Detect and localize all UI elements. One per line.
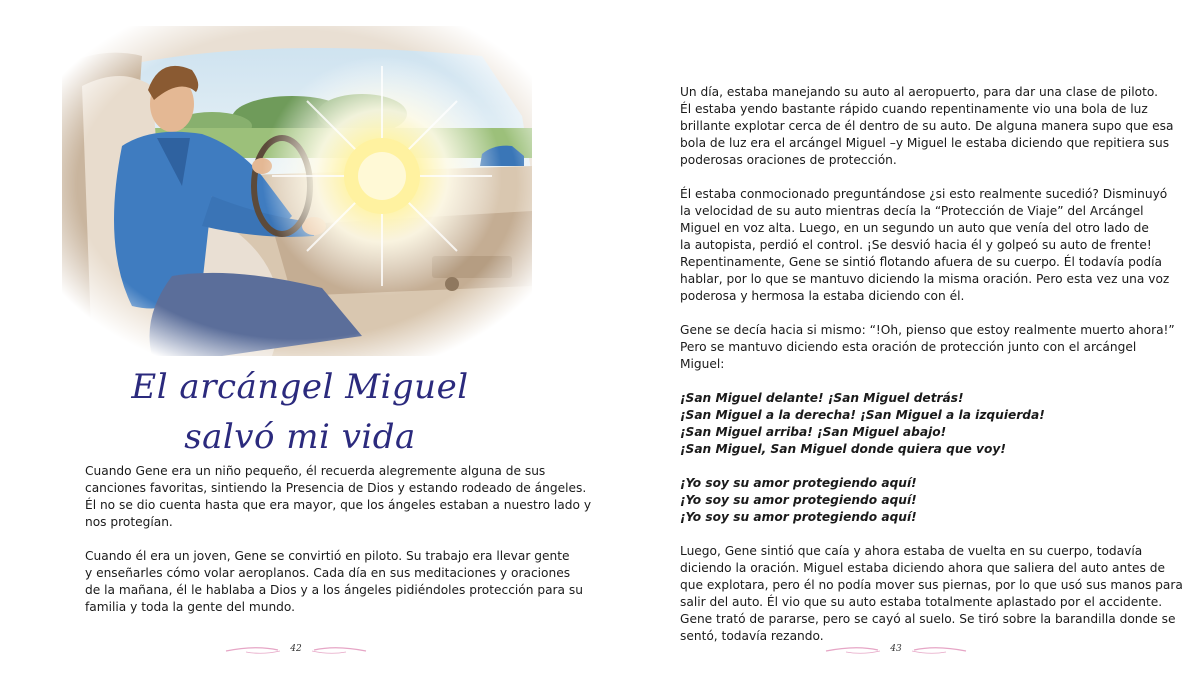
prayer-verse-2 — [680, 475, 1130, 526]
page-number-ornament — [196, 641, 396, 659]
text-line: Cuando él era un joven, Gene se convirtió en piloto. Su trabajo era llevar gente — [85, 549, 570, 563]
page-number: 42 — [290, 644, 302, 654]
text-line: Luego, Gene sintió que caía y ahora estaba de vuelta en su cuerpo, todavía — [680, 544, 1143, 558]
paragraph — [85, 463, 592, 531]
paragraph — [85, 548, 583, 616]
text-line: sentó, todavía rezando. — [680, 629, 824, 643]
text-line: familia y toda la gente del mundo. — [85, 600, 296, 614]
text-line: y enseñarles cómo volar aeroplanos. Cada día en sus meditaciones y oraciones — [85, 566, 571, 580]
right-page — [596, 0, 1191, 680]
prayer-line: ¡San Miguel, San Miguel donde quiera que voy! — [680, 442, 1006, 456]
text-line: Cuando Gene era un niño pequeño, él recuerda alegremente alguna de sus — [85, 464, 546, 478]
text-line: Un día, estaba manejando su auto al aeropuerto, para dar una clase de piloto. — [680, 85, 1159, 99]
text-line: Repentinamente, Gene se sintió flotando afuera de su cuerpo. Él todavía podía — [680, 255, 1162, 269]
text-line: la velocidad de su auto mientras decía la “Protección de Viaje” del Arcángel — [680, 204, 1144, 218]
text-line: Miguel en voz alta. Luego, en un segundo un auto que venía del otro lado de — [680, 221, 1149, 235]
paragraph — [680, 322, 1175, 373]
prayer-line: ¡Yo soy su amor protegiendo aquí! — [680, 493, 917, 507]
prayer-verse-1 — [680, 390, 1130, 458]
text-line: Él estaba yendo bastante rápido cuando repentinamente vio una bola de luz — [680, 102, 1148, 116]
paragraph — [680, 543, 1183, 645]
prayer-line: ¡Yo soy su amor protegiendo aquí! — [680, 510, 917, 524]
title-line-2: salvó mi vida — [184, 417, 416, 457]
text-line: nos protegían. — [85, 515, 173, 529]
text-line: poderosas oraciones de protección. — [680, 153, 897, 167]
text-line: canciones favoritas, sintiendo la Presencia de Dios y estando rodeado de ángeles. — [85, 481, 587, 495]
text-line: la autopista, perdió el control. ¡Se desvió hacia él y golpeó su auto de frente! — [680, 238, 1152, 252]
text-line: salir del auto. Él vio que su auto estaba totalmente aplastado por el accidente. — [680, 595, 1163, 609]
page-number: 43 — [890, 644, 902, 654]
prayer-line: ¡Yo soy su amor protegiendo aquí! — [680, 476, 917, 490]
text-line: Pero se mantuvo diciendo esta oración de protección junto con el arcángel — [680, 340, 1137, 354]
prayer-line: ¡San Miguel delante! ¡San Miguel detrás! — [680, 391, 964, 405]
illustration-man-driving-with-light — [62, 26, 532, 356]
text-line: Miguel: — [680, 357, 725, 371]
text-line: brillante explotar cerca de él dentro de su auto. De alguna manera supo que esa — [680, 119, 1174, 133]
text-line: diciendo la oración. Miguel estaba diciendo ahora que saliera del auto antes de — [680, 561, 1165, 575]
left-body-text — [85, 463, 592, 633]
paragraph — [680, 84, 1174, 169]
paragraph — [680, 186, 1170, 305]
text-line: Él no se dio cuenta hasta que era mayor, que los ángeles estaban a nuestro lado y — [85, 498, 592, 512]
story-title — [90, 362, 510, 462]
title-line-1: El arcángel Miguel — [131, 367, 469, 407]
right-body-text — [680, 84, 1183, 662]
text-line: poderosa y hermosa la estaba diciendo con él. — [680, 289, 965, 303]
text-line: Gene se decía hacia si mismo: “!Oh, pienso que estoy realmente muerto ahora!” — [680, 323, 1175, 337]
text-line: que explotara, pero él no podía mover sus piernas, por lo que usó sus manos para — [680, 578, 1183, 592]
prayer-line: ¡San Miguel arriba! ¡San Miguel abajo! — [680, 425, 947, 439]
text-line: Él estaba conmocionado preguntándose ¿si esto realmente sucedió? Disminuyó — [680, 187, 1168, 201]
text-line: hablar, por lo que se mantuvo diciendo la misma oración. Pero esta vez una voz — [680, 272, 1170, 286]
text-line: de la mañana, él le hablaba a Dios y a los ángeles pidiéndoles protección para su — [85, 583, 583, 597]
left-page — [0, 0, 595, 680]
page-number-ornament — [796, 641, 996, 659]
text-line: Gene trató de pararse, pero se cayó al suelo. Se tiró sobre la barandilla donde se — [680, 612, 1176, 626]
text-line: bola de luz era el arcángel Miguel –y Miguel le estaba diciendo que repitiera sus — [680, 136, 1170, 150]
prayer-line: ¡San Miguel a la derecha! ¡San Miguel a la izquierda! — [680, 408, 1045, 422]
